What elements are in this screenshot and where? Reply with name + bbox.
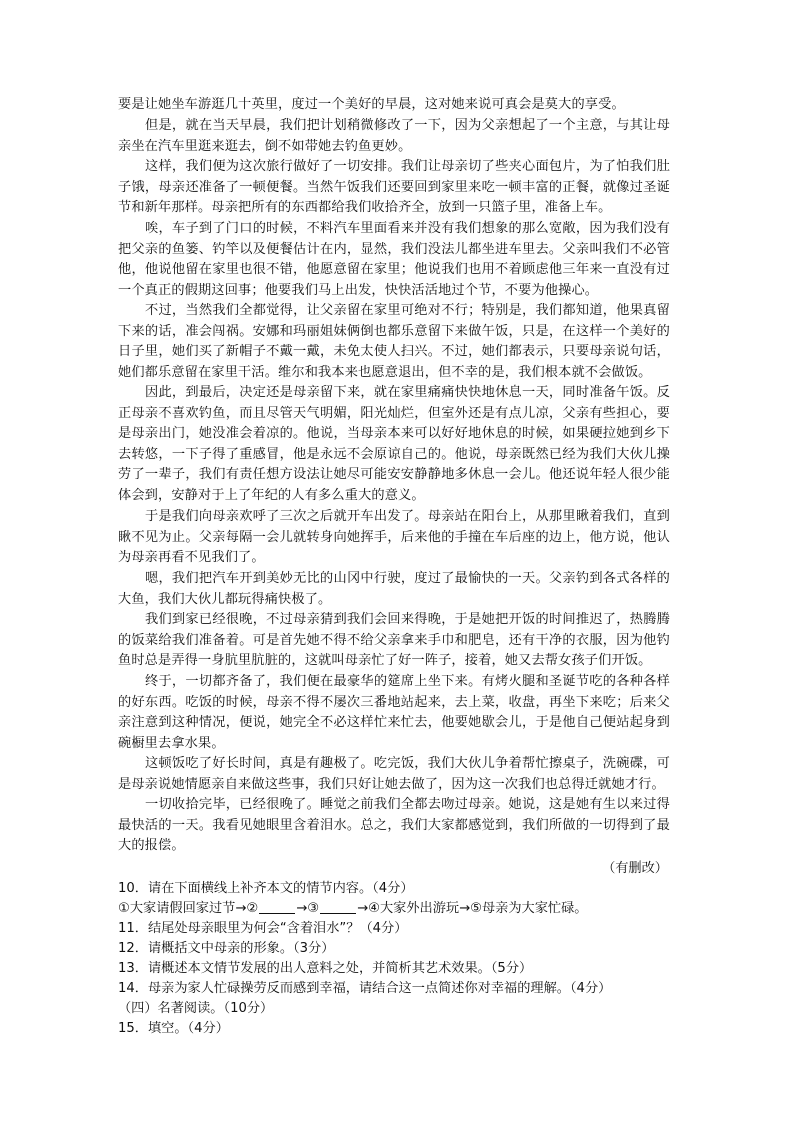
paragraph-5: 不过，当然我们全都觉得，让父亲留在家里可绝对不行；特别是，我们都知道，他果真留下来的话，准会闯祸。安娜和玛丽姐妹俩倒也都乐意留下来做午饭，只是，在这样一个美好的日子里，她们买了新帽子不戴一戴，未免太使人扫兴。不过，她们都表示，只要母亲说句话，她们都乐意留在家里干活。维尔和我本来也愿意退出，但不幸的是，我们根本就不会做饭。 <box>118 303 670 380</box>
paragraph-12: 一切收拾完毕，已经很晚了。睡觉之前我们全都去吻过母亲。她说，这是她有生以来过得最快活的一天。我看见她眼里含着泪水。总之，我们大家都感觉到，我们所做的一切得到了最大的报偿。 <box>118 797 670 854</box>
sequence-part-a: ①大家请假回家过节→② <box>118 901 259 916</box>
paragraph-6: 因此，到最后，决定还是母亲留下来，就在家里痛痛快快地休息一天，同时准备午饭。反正母亲不喜欢钓鱼，而且尽管天气明媚，阳光灿烂，但室外还是有点儿凉，父亲有些担心，要是母亲出门，她没准会着凉的。他说，当母亲本来可以好好地休息的时候，如果硬拉她到乡下去转悠，一下子得了重感冒，他是永远不会原谅自己的。他说，母亲既然已经为我们大伙儿操劳了一辈子，我们有责任想方设法让她尽可能安安静静地多休息一会儿。他还说年轻人很少能体会到，安静对于上了年纪的人有多么重大的意义。 <box>118 385 670 503</box>
paragraph-8: 嗯，我们把汽车开到美妙无比的山冈中行驶，度过了最愉快的一天。父亲钓到各式各样的大鱼，我们大伙儿都玩得痛快极了。 <box>118 571 670 607</box>
paragraph-1: 要是让她坐车游逛几十英里，度过一个美好的早晨，这对她来说可真会是莫大的享受。 <box>118 97 625 112</box>
question-12: 12．请概括文中母亲的形象。（3分） <box>118 941 335 956</box>
abridged-note: （有删改） <box>602 861 668 876</box>
section-4-heading: （四）名著阅读。（10分） <box>118 1001 274 1016</box>
paragraph-4: 唉，车子到了门口的时候，不料汽车里面看来并没有我们想象的那么宽敞，因为我们没有把父亲的鱼篓、钓竿以及便餐估计在内，显然，我们没法儿都坐进车里去。父亲叫我们不必管他，他说他留在家里也很不错，他愿意留在家里；他说我们也用不着顾虑他三年来一直没有过一个真正的假期这回事；他要我们马上出发，快快活活地过个节，不要为他操心。 <box>118 221 670 298</box>
question-10-sequence <box>118 899 718 919</box>
paragraph-10: 终于，一切都齐备了，我们便在最豪华的筵席上坐下来。有烤火腿和圣诞节吃的各种各样的好东西。吃饭的时候，母亲不得不屡次三番地站起来，去上菜，收盘，再坐下来吃；后来父亲注意到这种情况，便说，她完全不必这样忙来忙去，他要她歇会儿，于是他自己便站起身到碗橱里去拿水果。 <box>118 674 670 751</box>
question-10: 10．请在下面横线上补齐本文的情节内容。（4分） <box>118 881 414 896</box>
answer-blank-2[interactable] <box>259 899 295 914</box>
sequence-part-b: →③ <box>296 901 320 916</box>
paragraph-11: 这顿饭吃了好长时间，真是有趣极了。吃完饭，我们大伙儿争着帮忙擦桌子，洗碗碟，可是母亲说她情愿亲自来做这些事，我们只好让她去做了，因为这一次我们也总得迁就她才行。 <box>118 756 670 792</box>
question-15: 15．填空。（4分） <box>118 1021 229 1036</box>
question-11: 11．结尾处母亲眼里为何会“含着泪水”？（4分） <box>118 921 408 936</box>
answer-blank-3[interactable] <box>320 899 356 914</box>
paragraph-2: 但是，就在当天早晨，我们把计划稍微修改了一下，因为父亲想起了一个主意，与其让母亲坐在汽车里逛来逛去，倒不如带她去钓鱼更妙。 <box>118 118 670 154</box>
question-13: 13．请概述本文情节发展的出人意料之处，并简析其艺术效果。（5分） <box>118 961 533 976</box>
paragraph-9: 我们到家已经很晚，不过母亲猜到我们会回来得晚，于是她把开饭的时间推迟了，热腾腾的饭菜给我们准备着。可是首先她不得不给父亲拿来手巾和肥皂，还有干净的衣服，因为他钓鱼时总是弄得一身肮里肮脏的，这就叫母亲忙了好一阵子，接着，她又去帮女孩子们开饭。 <box>118 612 670 669</box>
sequence-part-c: →④大家外出游玩→⑤母亲为大家忙碌。 <box>357 901 588 916</box>
question-14: 14．母亲为家人忙碌操劳反而感到幸福，请结合这一点简述你对幸福的理解。（4分） <box>118 981 612 996</box>
paragraph-3: 这样，我们便为这次旅行做好了一切安排。我们让母亲切了些夹心面包片，为了怕我们肚子饿，母亲还准备了一顿便餐。当然午饭我们还要回到家里来吃一顿丰富的正餐，就像过圣诞节和新年那样。母亲把所有的东西都给我们收拾齐全，放到一只篮子里，准备上车。 <box>118 159 670 216</box>
paragraph-7: 于是我们向母亲欢呼了三次之后就开车出发了。母亲站在阳台上，从那里瞅着我们，直到瞅不见为止。父亲每隔一会儿就转身向她挥手，后来他的手撞在车后座的边上，他方说，他认为母亲再看不见我们了。 <box>118 509 670 566</box>
